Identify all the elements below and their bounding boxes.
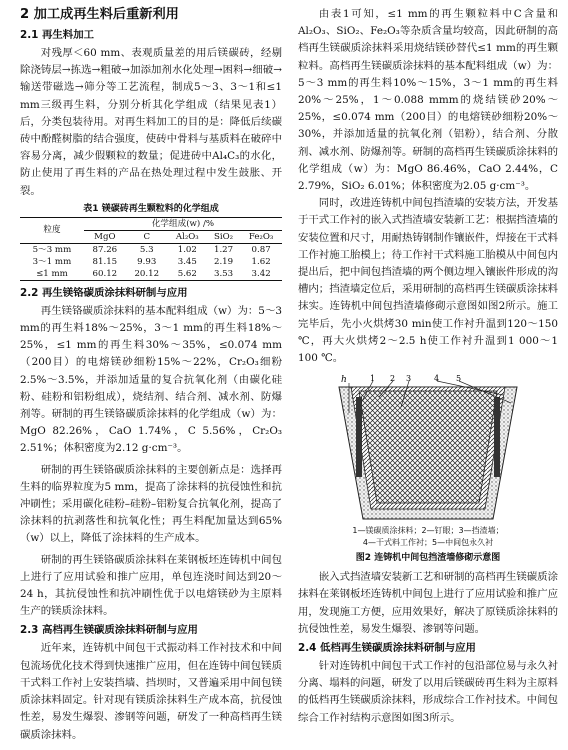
table-cell-size: 5～3 mm: [32, 244, 72, 255]
figure-label-4: 4: [434, 374, 440, 384]
table-cell: 20.12: [126, 268, 168, 281]
table-cell: 87.26: [92, 244, 118, 255]
slag-dam-shape: [359, 391, 497, 503]
paragraph-after-figure: 嵌入式挡渣墙安装新工艺和研制的高档再生镁碳质涂抹料在莱钢板坯连铸机中间包上进行了应用试验和推广应用，发现施工方便，应用效果好，解决了原镁质涂抹料的抗侵蚀性差，易发生爆裂、渗钢等问题。: [298, 571, 558, 635]
section-2-3-heading: 2.3 高档再生镁碳质涂抹料研制与应用: [20, 624, 198, 637]
table-cell-size: 3～1 mm: [32, 256, 72, 267]
section-2-2-paragraph-2: 研制的再生镁铬碳质涂抹料的主要创新点是：选择再生料的临界粒度为5 mm，提高了涂抹料的抗侵蚀性和抗冲刷性；采用碳化硅粉–硅粉–铝粉复合抗氧化剂，提高了涂抹料的抗剥落性和抗氧化性；再生料配加量达到65%（w）以上，降低了涂抹料的生产成本。: [20, 463, 282, 545]
table-cell: 5.62: [168, 268, 207, 281]
table-cell: 3.53: [207, 268, 240, 281]
table-cell: 1.62: [251, 256, 271, 267]
figure-label-5: 5: [456, 374, 462, 384]
table-row: [20, 243, 282, 256]
coating-right: [494, 397, 500, 477]
section-2-2-heading: 2.2 再生镁铬碳质涂抹料研制与应用: [20, 286, 188, 299]
table-1-col-header: C: [126, 230, 168, 243]
figure-label-3: 3: [406, 374, 412, 384]
figure-2-caption: 图2 连铸机中间包挡渣墙修砌示意图: [355, 553, 501, 564]
table-cell: 3.45: [177, 256, 197, 267]
table-cell: 9.93: [137, 256, 157, 267]
table-1-caption: 表1 镁碳砖再生颗粒料的化学组成: [83, 203, 219, 214]
section-2-4-heading: 2.4 低档再生镁碳质涂抹料研制与应用: [298, 642, 476, 655]
figure-label-2: 2: [390, 374, 396, 384]
table-1-col-header: Fe₂O₃: [240, 230, 282, 243]
table-cell: 1.27: [213, 244, 234, 255]
table-cell: 3.42: [240, 268, 282, 281]
tundish-diagram: [335, 373, 521, 523]
table-1-header-row: [20, 217, 282, 230]
section-2-4-paragraph: 针对连铸机中间包干式工作衬的包沿部位易与永久衬分离、塌料的问题，研发了以用后镁碳砖再生料为主原料的低档再生镁碳质涂抹料，形成综合工作衬技术。中间包综合工作衬结构示意图如图3所示。: [298, 660, 558, 724]
table-row: [20, 268, 282, 281]
figure-2: [335, 373, 521, 523]
section-2-3-paragraph-3: 同时，改进连铸机中间包挡渣墙的安装方法，开发基于干式工作衬的嵌入式挡渣墙安装新工艺：根据挡渣墙的安装位置和尺寸，用耐热铸钢制作镶嵌件，焊接在干式料工作衬施工胎模上；待工作衬干式料施工胎模从中间包内提出后，把中间包挡渣墙的两个侧边埋入镶嵌件形成的沟槽内；挡渣墙定位后，采用研制的高档再生镁碳质涂抹料抹实。连铸机中间包挡渣墙修砌示意图如图2所示。施工完毕后，先小火烘烤30 min使工作衬升温到120～150 ℃，再大火烘烤2～2.5 h使工作衬升温到1 000～1 100 ℃。: [298, 197, 558, 365]
coating-left: [356, 397, 362, 477]
table-cell: 2.19: [213, 256, 234, 267]
figure-2-legend-line-1: 1—镁碳质涂抹料；2—钉眼；3—挡渣墙；: [352, 526, 504, 536]
table-cell: 81.15: [92, 256, 118, 267]
table-cell: 1.02: [177, 244, 197, 255]
section-2-1-paragraph: 对残厚＜60 mm、表观质量差的用后镁碳砖，经剔除浇铸层→拣选→粗破→加添加剂水化处理→困料→细破→输送带磁选→筛分等工艺流程，制成5～3、3～1和≤1 mm三级再生料，分别分析其化学组成（结果见表1）后，分类包装待用。对再生料加工的目的是：降低后续碳砖中酚醛树脂的结合强度，使砖中骨料与基质料在破碎中容易分离，减少假颗粒的数量；促进砖中Al₄C₃的水化，防止使用了再生料的产品在热处理过程中发生鼓胀、开裂。: [20, 47, 282, 197]
table-1-col-header: SiO₂: [207, 230, 240, 243]
right-column: [298, 6, 558, 727]
section-2-3-paragraph-2: 由表1可知，≤1 mm的再生颗粒料中C含量和Al₂O₃、SiO₂、Fe₂O₃等杂质含量均较高，因此研制的高档再生镁碳质涂抹料采用烧结镁砂替代≤1 mm的再生颗粒料。高档再生镁碳质涂抹料的基本配料组成（w）为：5～3 mm的再生料10%～15%，3～1 mm的再生料20%～25%，1～0.088 mmm的烧结镁砂20%～25%，≤0.074 mm（200目）的电熔镁砂细粉20%～30%，并添加适量的抗氧化剂（铝粉），结合剂、分散剂、减水剂、防爆剂等。研制的高档再生镁碳质涂抹料的化学组成（w）为：MgO 86.46%，CaO 2.44%，C 2.79%，SiO₂ 6.01%；体积密度为2.05 g·cm⁻³。: [298, 8, 558, 193]
table-cell-size: ≤1 mm: [20, 268, 84, 281]
section-2-title: 2 加工成再生料后重新利用: [20, 7, 179, 22]
table-cell: 0.87: [251, 244, 271, 255]
section-2-3-paragraph-1: 近年来，连铸机中间包干式振动料工作衬技术和中间包流场优化技术得到快速推广应用，但在连铸中间包镁质干式料工作衬上安装挡墙、挡坝时，又普遍采用中间包镁质涂抹料固定。针对现有镁质涂抹料生产成本高，抗侵蚀性差，易发生爆裂、渗钢等问题，研发了一种高档再生镁碳质涂抹料。: [20, 642, 282, 741]
section-2-1-heading: 2.1 再生料加工: [20, 29, 94, 41]
table-1-group-header: 化学组成(w) /%: [84, 217, 282, 230]
table-cell: 60.12: [84, 268, 126, 281]
left-column: [20, 6, 282, 744]
figure-2-legend-line-2: 4—干式料工作衬；5—中间包永久衬: [362, 538, 494, 548]
table-row: [20, 256, 282, 268]
table-cell: 5.3: [139, 244, 154, 255]
section-2-2-paragraph-3: 研制的再生镁铬碳质涂抹料在莱钢板坯连铸机中间包上进行了应用试验和推广应用，单包连浇时间达到20～24 h，其抗侵蚀性和抗冲刷性优于以电熔镁砂为主原料生产的镁质涂抹料。: [20, 553, 282, 618]
figure-label-h: h: [341, 375, 347, 386]
table-1-particle-header: 粒度: [20, 217, 84, 243]
figure-label-1: 1: [370, 374, 376, 384]
table-1-col-header: MgO: [84, 230, 126, 243]
table-1-col-header: Al₂O₃: [168, 230, 207, 243]
table-1: [20, 217, 282, 281]
section-2-2-paragraph-1: 再生镁铬碳质涂抹料的基本配料组成（w）为：5～3 mm的再生料18%～25%，3～1 mm的再生料18%～25%，≤1 mm的再生料30%～35%，≤0.074 mm（200目）的电熔镁砂细粉15%～22%，Cr₂O₃细粉2.5%～3.5%，并添加适量的复合抗氧化剂（由碳化硅粉、硅粉和铝粉组成），烧结剂、结合剂、减水剂、防爆剂等。研制的再生镁铬碳质涂抹料的化学组成（w）为：MgO 82.26%，CaO 1.74%，C 5.56%，Cr₂O₃ 2.51%；体积密度为2.12 g·cm⁻³。: [20, 304, 282, 455]
